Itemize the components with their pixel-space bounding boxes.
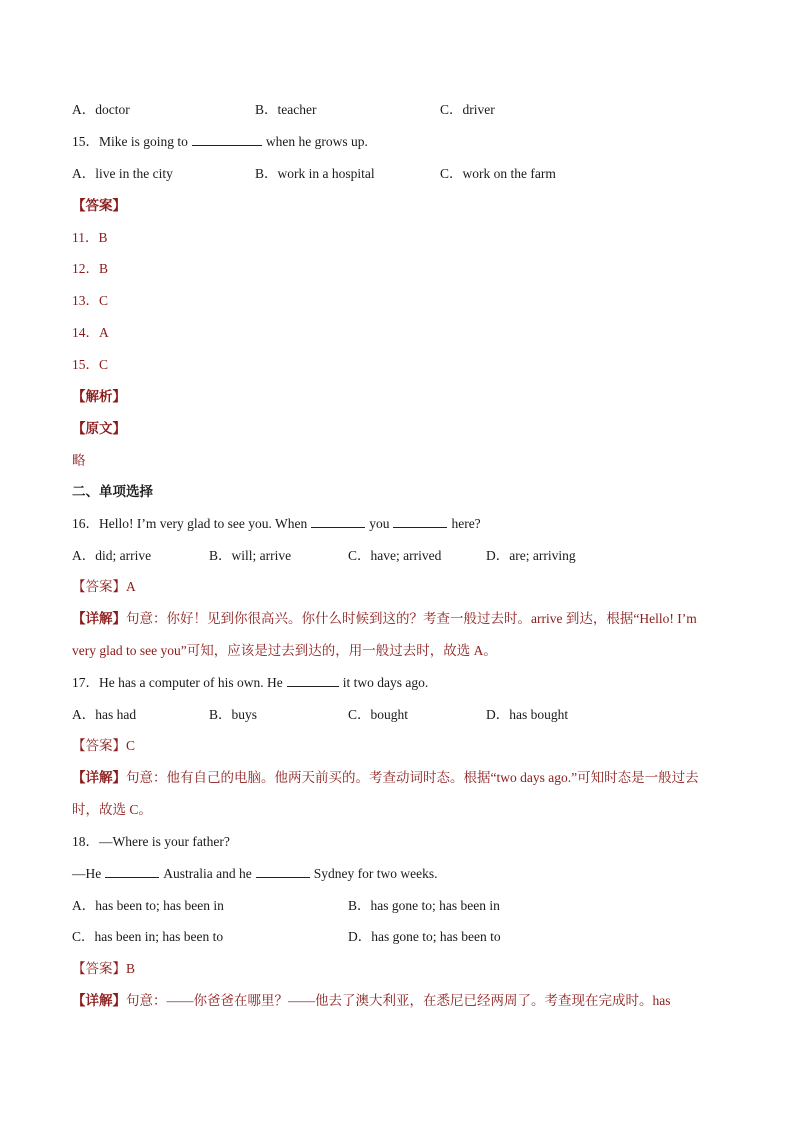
q17-stem-b: it two days ago. [342, 675, 429, 690]
q17-detail-label: 【详解】 [72, 770, 126, 786]
q17-blank [287, 674, 339, 687]
q16-detail-line1 [72, 610, 697, 628]
q18-stem2 [72, 865, 437, 883]
q16-blank-1 [311, 515, 365, 528]
q17-detail-line1 [72, 769, 699, 787]
q18-detail-text1: 句意：——你爸爸在哪里？——他去了澳大利亚，在悉尼已经两周了。考查现在完成时。has [126, 993, 671, 1008]
q18-answer: 【答案】B [72, 961, 136, 976]
q17-detail-line2: 时，故选 C。 [72, 802, 152, 817]
q16-answer: 【答案】A [72, 579, 136, 594]
q18-blank-2 [256, 865, 310, 878]
q18-blank-1 [105, 865, 159, 878]
q15-blank [192, 133, 262, 146]
q16-detail-text1: 句意：你好！见到你很高兴。你什么时候到这的？考查一般过去时。arrive 到达，根据“Hello! I’m [126, 611, 697, 626]
q17-option-a: A．has had [72, 707, 137, 722]
q15-stem-before: 15．Mike is going to [72, 134, 188, 149]
q15-option-c: C．work on the farm [440, 166, 556, 181]
q14-option-a: A．doctor [72, 102, 130, 117]
q18-stem2-a: —He [72, 866, 102, 881]
q18-detail-line1 [72, 992, 671, 1010]
q15-stem [72, 133, 368, 151]
q17-option-c: C．bought [348, 707, 409, 722]
q17-detail-text1: 句意：他有自己的电脑。他两天前买的。考查动词时态。根据“two days ago.”可知时态是一般过去 [126, 770, 699, 785]
q18-stem2-b: Australia and he [163, 866, 252, 881]
analysis-header: 【解析】 [72, 389, 126, 405]
q18-detail-label: 【详解】 [72, 993, 126, 1009]
answer-13: 13．C [72, 293, 109, 308]
q17-option-b: B．buys [209, 707, 258, 722]
q17-option-d: D．has bought [486, 707, 569, 722]
q18-option-a: A．has been to; has been in [72, 898, 224, 913]
q14-option-b: B．teacher [255, 102, 317, 117]
q16-stem [72, 515, 481, 533]
q18-option-d: D．has gone to; has been to [348, 929, 501, 944]
answer-12: 12．B [72, 261, 109, 276]
q16-option-c: C．have; arrived [348, 548, 442, 563]
q16-stem-c: here? [451, 516, 481, 531]
q16-option-a: A．did; arrive [72, 548, 152, 563]
q16-option-b: B．will; arrive [209, 548, 292, 563]
answer-header: 【答案】 [72, 198, 126, 214]
answer-11: 11．B [72, 230, 108, 245]
section2-title: 二、单项选择 [72, 484, 153, 500]
q15-stem-after: when he grows up. [265, 134, 368, 149]
q16-detail-label: 【详解】 [72, 611, 126, 627]
original-header: 【原文】 [72, 421, 126, 437]
q16-blank-2 [393, 515, 447, 528]
q15-option-a: A．live in the city [72, 166, 173, 181]
q18-stem2-c: Sydney for two weeks. [313, 866, 438, 881]
q18-stem: 18．—Where is your father? [72, 834, 230, 849]
q17-stem [72, 674, 428, 692]
q16-stem-a: 16．Hello! I’m very glad to see you. When [72, 516, 308, 531]
answer-14: 14．A [72, 325, 109, 340]
q18-option-c: C．has been in; has been to [72, 929, 224, 944]
q14-option-c: C．driver [440, 102, 495, 117]
q17-stem-a: 17．He has a computer of his own. He [72, 675, 283, 690]
q15-option-b: B．work in a hospital [255, 166, 375, 181]
answer-15: 15．C [72, 357, 109, 372]
q16-stem-b: you [369, 516, 390, 531]
q17-answer: 【答案】C [72, 738, 136, 753]
q16-option-d: D．are; arriving [486, 548, 576, 563]
q18-option-b: B．has gone to; has been in [348, 898, 500, 913]
original-text: 略 [72, 453, 86, 469]
q16-detail-line2: very glad to see you”可知，应该是过去到达的，用一般过去时，故选 A。 [72, 643, 497, 658]
